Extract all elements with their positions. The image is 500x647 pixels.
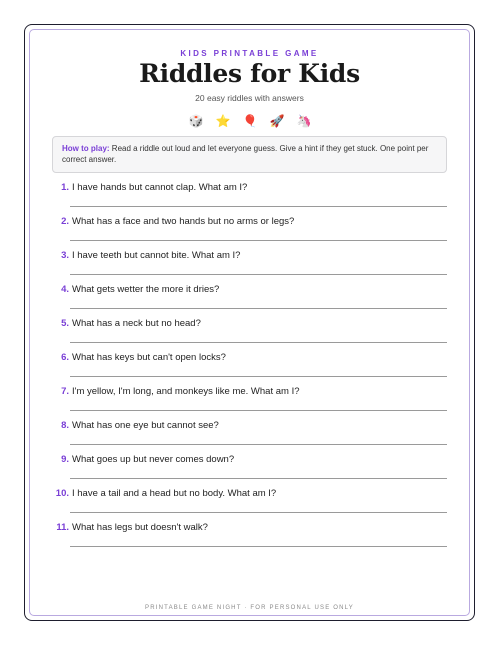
riddle-number: 9. [61, 454, 69, 465]
how-to-play-box [52, 136, 447, 173]
riddle-text: What has a neck but no head? [72, 318, 201, 329]
unicorn-icon: 🦄 [296, 114, 312, 128]
answer-line [70, 342, 447, 343]
riddle-number: 1. [61, 182, 69, 193]
riddle-number: 11. [56, 522, 69, 533]
page-subtitle: 20 easy riddles with answers [195, 93, 304, 103]
riddle-number: 7. [61, 386, 69, 397]
riddle-number: 10. [55, 488, 69, 499]
riddle-text: I'm yellow, I'm long, and monkeys like me. What am I? [72, 386, 300, 397]
riddle-text: What has one eye but cannot see? [72, 420, 219, 431]
answer-line [70, 546, 447, 547]
answer-line [70, 478, 447, 479]
inner-frame [29, 29, 470, 616]
riddle-item [52, 520, 447, 554]
riddle-text: What has legs but doesn't walk? [72, 522, 208, 533]
riddle-item [52, 452, 447, 486]
riddle-text: I have a tail and a head but no body. What am I? [72, 488, 277, 499]
kicker: KIDS PRINTABLE GAME [180, 49, 319, 58]
dice-icon: 🎲 [188, 114, 204, 128]
riddle-item [52, 180, 447, 214]
riddle-item [52, 486, 447, 520]
rocket-icon: 🚀 [269, 114, 285, 128]
balloon-icon: 🎈 [242, 114, 258, 128]
footer-note: PRINTABLE GAME NIGHT · FOR PERSONAL USE ONLY [145, 605, 354, 611]
riddle-text: I have hands but cannot clap. What am I? [72, 182, 248, 193]
answer-line [70, 376, 447, 377]
riddle-text: What has a face and two hands but no arms or legs? [72, 216, 295, 227]
emoji-row [30, 114, 469, 128]
page-frame [24, 24, 475, 621]
riddle-list [52, 180, 447, 554]
answer-line [70, 206, 447, 207]
answer-line [70, 274, 447, 275]
riddle-text: What gets wetter the more it dries? [72, 284, 220, 295]
riddle-item [52, 282, 447, 316]
riddle-number: 8. [61, 420, 69, 431]
riddle-item [52, 350, 447, 384]
riddle-item [52, 316, 447, 350]
riddle-number: 2. [61, 216, 69, 227]
riddle-number: 5. [61, 318, 69, 329]
answer-line [70, 512, 447, 513]
answer-line [70, 410, 447, 411]
how-to-play-label: How to play: [62, 144, 110, 153]
how-to-play-text: Read a riddle out loud and let everyone guess. Give a hint if they get stuck. One point per correct answer. [62, 144, 429, 164]
riddle-text: What has keys but can't open locks? [72, 352, 226, 363]
answer-line [70, 308, 447, 309]
riddle-number: 4. [61, 284, 69, 295]
riddle-number: 6. [61, 352, 69, 363]
riddle-item [52, 384, 447, 418]
riddle-item [52, 248, 447, 282]
answer-line [70, 240, 447, 241]
riddle-text: I have teeth but cannot bite. What am I? [72, 250, 241, 261]
riddle-item [52, 418, 447, 452]
star-icon: ⭐ [215, 114, 231, 128]
riddle-text: What goes up but never comes down? [72, 454, 235, 465]
riddle-item [52, 214, 447, 248]
riddle-number: 3. [61, 250, 69, 261]
page-title: Riddles for Kids [139, 59, 360, 88]
answer-line [70, 444, 447, 445]
